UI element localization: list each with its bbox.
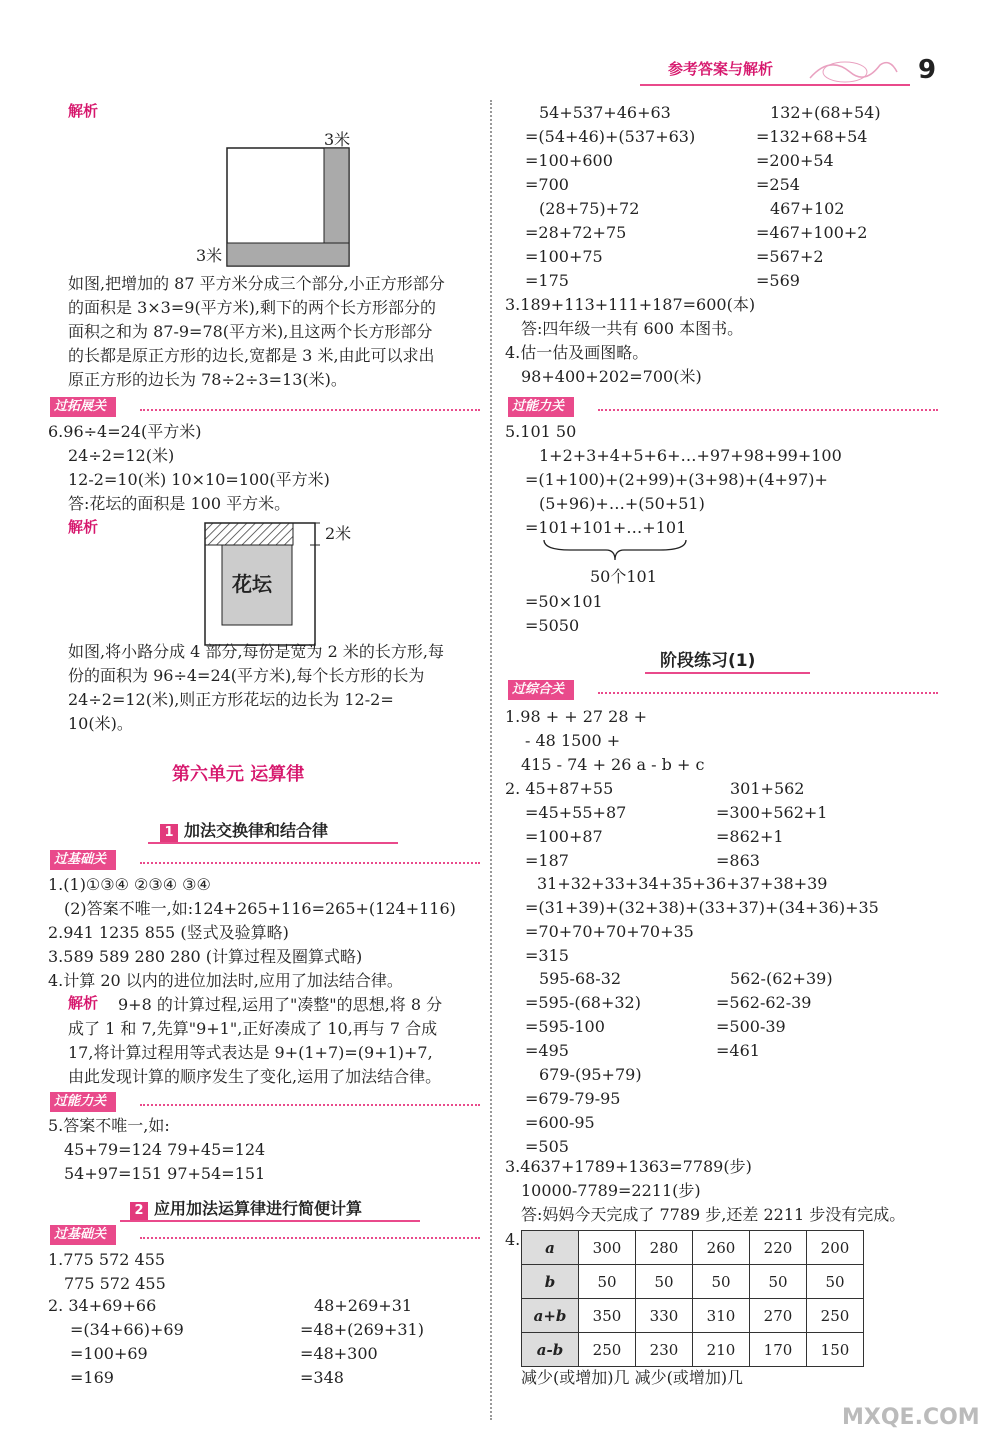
text-line: =562-62-39 [716,993,812,1012]
table-cell: a+b [522,1299,579,1333]
text-line: =48+(269+31) [300,1320,424,1339]
stage-title: 阶段练习(1) [660,651,756,671]
column-divider [490,100,492,1420]
table-cell: 50 [807,1265,864,1299]
brace-label: 50个101 [590,567,657,586]
section-tag: 过能力关 [508,397,574,417]
text-line: =200+54 [756,151,834,170]
text-line: =45+55+87 [525,803,627,822]
tag-divider [140,1104,480,1106]
section-underline [148,842,398,844]
text-line: 3.189+113+111+187=600(本) [505,295,756,314]
calc-column-1 [525,101,695,293]
table-row [522,1333,864,1367]
table-cell: 250 [807,1299,864,1333]
section-tag: 过综合关 [508,680,574,700]
text-line: =(1+100)+(2+99)+(3+98)+(4+97)+ [525,470,828,489]
text-line: 由此发现计算的顺序发生了变化,运用了加法结合律。 [68,1067,442,1086]
table-cell: 270 [750,1299,807,1333]
stage-q2-e [716,967,833,1063]
text-line: 775 572 455 [64,1274,166,1293]
question-6 [48,420,330,516]
text-line: 成了 1 和 7,先算"9+1",正好凑成了 10,再与 7 合成 [68,1019,438,1038]
text-line: =569 [756,271,800,290]
text-line: =595-(68+32) [525,993,641,1012]
text-line: 答:四年级一共有 600 本图书。 [521,319,744,338]
section2-q2-left [48,1294,184,1390]
text-line: 3.4637+1789+1363=7789(步) [505,1157,752,1176]
text-line: 1.(1)①③④ ②③④ ③④ [48,875,211,894]
question-5 [48,1114,265,1186]
ab-table [521,1230,864,1367]
stage-q2-left [505,777,626,873]
path-width-label: 2米 [325,524,352,543]
analysis-label: 解析 [68,994,99,1012]
text-line: =300+562+1 [716,803,828,822]
tag-divider [598,692,938,694]
section-tag: 过基础关 [50,1225,116,1245]
text-line: 24÷2=12(米),则正方形花坛的边长为 12-2= [68,690,394,709]
text-line: 2. 45+87+55 [505,779,614,798]
text-line: 4.估一估及画图略。 [505,343,649,362]
table-cell: 170 [750,1333,807,1367]
text-line: =348 [300,1368,344,1387]
text-line: =(54+46)+(537+63) [525,127,696,146]
text-line: (2)答案不唯一,如:124+265+116=265+(124+116) [64,899,456,918]
section-title: 应用加法运算律进行简便计算 [154,1199,363,1218]
table-cell: 50 [693,1265,750,1299]
tag-divider [598,409,938,411]
stage-q2-c [525,872,879,968]
text-line: 原正方形的边长为 78÷2÷3=13(米)。 [68,370,347,389]
text-line: 1+2+3+4+5+6+…+97+98+99+100 [539,446,842,465]
section-title: 加法交换律和结合律 [184,821,329,840]
analysis-label: 解析 [68,102,99,120]
section1-answers [48,873,456,993]
table-cell: 200 [807,1231,864,1265]
section-2-heading [130,1196,362,1220]
analysis-paragraph-2 [68,640,444,736]
text-line: =600-95 [525,1113,595,1132]
text-line: =567+2 [756,247,824,266]
unit-title: 第六单元 运算律 [172,764,305,785]
text-line: 面积之和为 87-9=78(平方米),且这两个长方形部分 [68,322,433,341]
stage-q2-right [716,777,827,873]
text-line: 5.答案不唯一,如: [48,1116,170,1135]
table-cell: 260 [693,1231,750,1265]
question-5-result [525,590,603,638]
text-line: =28+72+75 [525,223,627,242]
text-line: 1.98 + + 27 28 + [505,707,647,726]
text-line: 2. 34+69+66 [48,1296,157,1315]
text-line: =50×101 [525,592,603,611]
fig1-top-label: 3米 [324,130,351,149]
text-line: =595-100 [525,1017,605,1036]
text-line: =505 [525,1137,569,1156]
text-line: 9+8 的计算过程,运用了"凑整"的思想,将 8 分 [118,995,443,1014]
text-line: =500-39 [716,1017,786,1036]
table-cell: 310 [693,1299,750,1333]
table-cell: 230 [636,1333,693,1367]
question-5-right [505,420,842,540]
text-line: 的面积是 3×3=9(平方米),剩下的两个长方形部分的 [68,298,437,317]
table-cell: 250 [579,1333,636,1367]
text-line: =862+1 [716,827,784,846]
table-cell: 50 [636,1265,693,1299]
calc-column-2 [756,101,881,293]
stage-q3 [505,1155,905,1227]
text-line: 份的面积为 96÷4=24(平方米),每个长方形的长为 [68,666,425,685]
text-line: 答:花坛的面积是 100 平方米。 [68,494,291,513]
watermark: MXQE.COM [842,1405,980,1430]
text-line: =169 [70,1368,114,1387]
table-row [522,1231,864,1265]
text-line: =315 [525,946,569,965]
tag-divider [140,862,480,864]
section-tag: 过能力关 [50,1092,116,1112]
table-cell: 50 [579,1265,636,1299]
text-line: =495 [525,1041,569,1060]
table-note: 减少(或增加)几 减少(或增加)几 [521,1368,744,1387]
flowerbed-label: 花坛 [232,572,272,596]
text-line: 5.101 50 [505,422,577,441]
section-1-heading [160,818,328,842]
text-line: 54+97=151 97+54=151 [64,1164,266,1183]
text-line: =100+87 [525,827,603,846]
stage-q1 [505,705,704,777]
text-line: 2.941 1235 855 (竖式及验算略) [48,923,289,942]
section-underline [120,1220,420,1222]
fig1-left-label: 3米 [196,246,223,265]
text-line: 3.589 589 280 280 (计算过程及圈算式略) [48,947,363,966]
text-line: =679-79-95 [525,1089,621,1108]
text-line: - 48 1500 + [525,731,621,750]
text-line: 24÷2=12(米) [68,446,175,465]
text-line: =132+68+54 [756,127,868,146]
header-title: 参考答案与解析 [668,60,774,78]
text-line: 301+562 [730,779,805,798]
text-line: =100+75 [525,247,603,266]
stage-q2-d [525,967,642,1159]
text-line: =48+300 [300,1344,378,1363]
text-line: 415 - 74 + 26 a - b + c [521,755,705,774]
text-line: 679-(95+79) [539,1065,642,1084]
text-line: =101+101+…+101 [525,518,687,537]
table-cell: 210 [693,1333,750,1367]
text-line: 12-2=10(米) 10×10=100(平方米) [68,470,330,489]
text-line: =254 [756,175,800,194]
text-line: 17,将计算过程用等式表达是 9+(1+7)=(9+1)+7, [68,1043,433,1062]
tag-divider [140,409,480,411]
text-line: 的长都是原正方形的边长,宽都是 3 米,由此可以求出 [68,346,435,365]
analysis-paragraph-3 [68,993,442,1089]
stage-q4-label: 4. [505,1230,521,1249]
table-cell: 50 [750,1265,807,1299]
table-cell: 330 [636,1299,693,1333]
table-cell: 280 [636,1231,693,1265]
questions-3-4 [505,293,755,389]
text-line: 6.96÷4=24(平方米) [48,422,202,441]
tag-divider [140,1237,480,1239]
text-line: =461 [716,1041,760,1060]
text-line: 31+32+33+34+35+36+37+38+39 [537,874,828,893]
table-cell: 300 [579,1231,636,1265]
text-line: 467+102 [770,199,845,218]
text-line: (28+75)+72 [539,199,640,218]
text-line: =5050 [525,616,580,635]
text-line: 4.计算 20 以内的进位加法时,应用了加法结合律。 [48,971,403,990]
text-line: =(34+66)+69 [70,1320,184,1339]
text-line: 45+79=124 79+45=124 [64,1140,266,1159]
section-number: 1 [160,824,178,842]
text-line: =70+70+70+70+35 [525,922,694,941]
text-line: 如图,将小路分成 4 部分,每份是宽为 2 米的长方形,每 [68,642,444,661]
text-line: 10000-7789=2211(步) [521,1181,701,1200]
text-line: (5+96)+…+(50+51) [539,494,705,513]
text-line: 48+269+31 [314,1296,413,1315]
analysis-paragraph-1 [68,272,445,392]
text-line: 54+537+46+63 [539,103,671,122]
text-line: =100+69 [70,1344,148,1363]
section-tag: 过拓展关 [50,397,116,417]
analysis-label: 解析 [68,518,99,536]
text-line: =100+600 [525,151,613,170]
text-line: 如图,把增加的 87 平方米分成三个部分,小正方形部分 [68,274,445,293]
table-row [522,1265,864,1299]
text-line: 1.775 572 455 [48,1250,166,1269]
section2-q2-right [300,1294,424,1390]
text-line: 10(米)。 [68,714,133,733]
table-cell: a [522,1231,579,1265]
text-line: 答:妈妈今天完成了 7789 步,还差 2211 步没有完成。 [521,1205,906,1224]
text-line: 562-(62+39) [730,969,833,988]
text-line: =175 [525,271,569,290]
table-row [522,1299,864,1333]
section2-q1 [48,1248,166,1296]
stage-underline [645,672,810,674]
table-cell: b [522,1265,579,1299]
text-line: =467+100+2 [756,223,868,242]
text-line: =700 [525,175,569,194]
table-cell: 220 [750,1231,807,1265]
header-line [640,84,910,86]
section-tag: 过基础关 [50,850,116,870]
text-line: =187 [525,851,569,870]
text-line: 132+(68+54) [770,103,881,122]
section-number: 2 [130,1202,148,1220]
page-number: 9 [918,55,937,85]
table-cell: 350 [579,1299,636,1333]
text-line: 595-68-32 [539,969,622,988]
text-line: 98+400+202=700(米) [521,367,702,386]
table-cell: 150 [807,1333,864,1367]
table-cell: a-b [522,1333,579,1367]
text-line: =(31+39)+(32+38)+(33+37)+(34+36)+35 [525,898,879,917]
text-line: =863 [716,851,760,870]
